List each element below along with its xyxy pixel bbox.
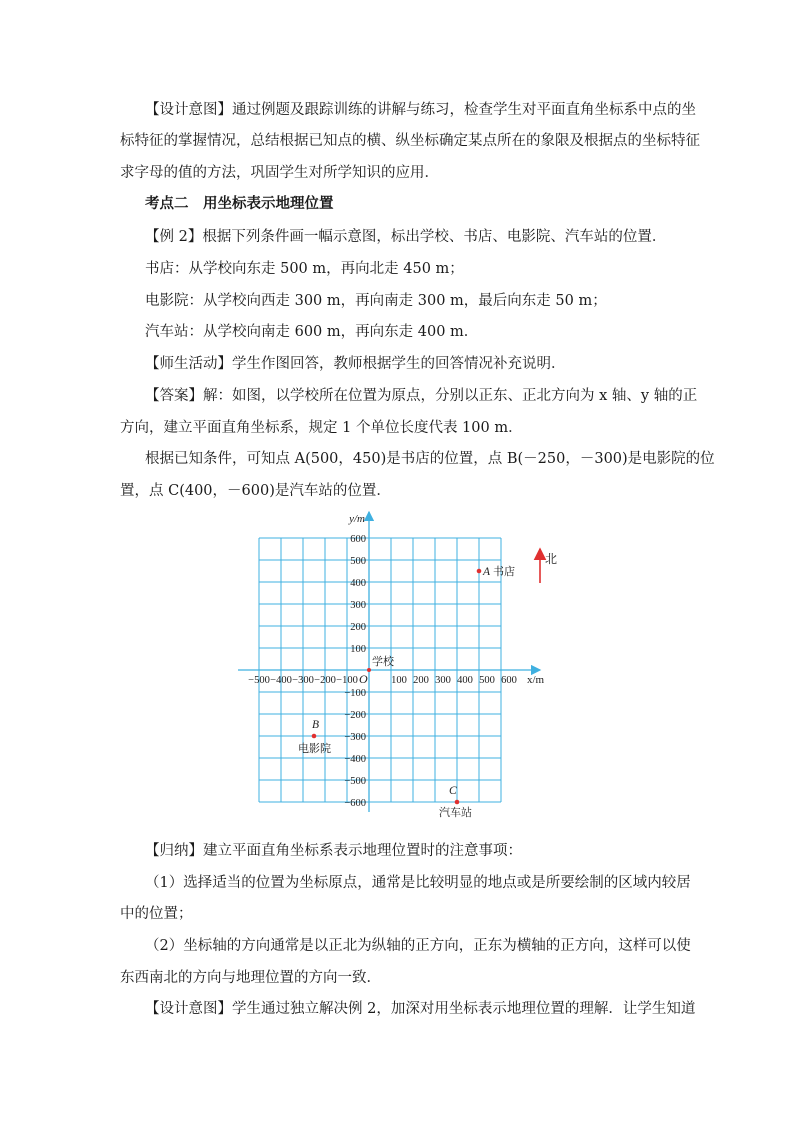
point-name: 汽车站 [439,807,472,819]
y-axis-label: y/m [349,513,365,525]
x-tick-label: 600 [501,675,517,686]
y-tick-label: 100 [350,644,366,655]
point-letter: A [483,566,491,578]
points-line1: 根据已知条件，可知点 A(500，450)是书店的位置，点 B(－250，－300)是电影院的位 [145,451,715,467]
cinema-condition: 电影院：从学校向西走 300 m，再向南走 300 m，最后向东走 50 m； [145,293,607,309]
paragraph-design-intent-line1: 【设计意图】通过例题及跟踪训练的讲解与练习，检查学生对平面直角坐标系中点的坐 [145,102,696,118]
origin-label: O [359,672,368,686]
y-tick-label: 600 [350,534,366,545]
station-condition: 汽车站：从学校向南走 600 m，再向东走 400 m． [145,324,479,340]
y-tick-label: 400 [350,578,366,589]
point-marker [455,800,460,805]
x-tick-label: −500 [248,675,270,686]
design-intent-2: 【设计意图】学生通过独立解决例 2，加深对用坐标表示地理位置的理解．让学生知道 [145,1001,696,1017]
summary-item2-line2: 东西南北的方向与地理位置的方向一致． [120,970,381,986]
north-label: 北 [545,552,558,566]
point-name: 书店 [493,566,515,578]
summary-title: 【归纳】建立平面直角坐标系表示地理位置时的注意事项： [145,843,522,859]
point-markers [298,564,515,819]
answer-line2: 方向，建立平面直角坐标系，规定 1 个单位长度代表 100 m． [120,420,523,436]
summary-item1-line1: （1）选择适当的位置为坐标原点，通常是比较明显的地点或是所要绘制的区域内较居 [145,875,691,891]
point-name: 学校 [372,656,394,668]
answer-line1: 【答案】解：如图，以学校所在位置为原点，分别以正东、正北方向为 x 轴、y 轴的正 [145,388,698,404]
section-heading: 考点二 用坐标表示地理位置 [145,195,334,212]
y-tick-label: −200 [344,710,366,721]
y-tick-label: −500 [344,776,366,787]
point-marker [312,734,317,739]
y-tick-label: −400 [344,754,366,765]
x-tick-label: 500 [479,675,495,686]
points-line2: 置，点 C(400，－600)是汽车站的位置． [120,483,391,499]
x-tick-label: 100 [391,675,407,686]
teacher-student-activity: 【师生活动】学生作图回答，教师根据学生的回答情况补充说明． [145,356,566,372]
x-tick-label: −400 [270,675,292,686]
paragraph-design-intent-line2: 标特征的掌握情况，总结根据已知点的横、纵坐标确定某点所在的象限及根据点的坐标特征 [120,133,700,149]
point-letter: B [312,719,320,731]
point-name: 电影院 [298,743,331,755]
origin-marker [367,668,371,672]
tick-labels [248,513,544,809]
paragraph-design-intent-line3: 求字母的值的方法，巩固学生对所学知识的应用． [120,165,439,181]
summary-item1-line2: 中的位置； [120,906,193,922]
summary-item2-line1: （2）坐标轴的方向通常是以正北为纵轴的正方向，正东为横轴的正方向，这样可以使 [145,938,691,954]
y-tick-label: 300 [350,600,366,611]
point-marker [477,569,482,574]
x-tick-label: 200 [413,675,429,686]
x-axis-label: x/m [527,674,545,686]
y-tick-label: 500 [350,556,366,567]
bookstore-condition: 书店：从学校向东走 500 m，再向北走 450 m； [145,261,464,277]
y-tick-label: 200 [350,622,366,633]
x-tick-label: −300 [292,675,314,686]
x-tick-label: −200 [314,675,336,686]
y-tick-label: −100 [344,688,366,699]
example2-statement: 【例 2】根据下列条件画一幅示意图，标出学校、书店、电影院、汽车站的位置． [145,229,667,245]
point-letter: C [449,785,457,797]
y-tick-label: −600 [344,798,366,809]
grid-lines [259,538,501,802]
x-tick-label: 400 [457,675,473,686]
x-tick-label: −100 [336,675,358,686]
y-tick-label: −300 [344,732,366,743]
x-tick-label: 300 [435,675,451,686]
axes [238,512,540,812]
